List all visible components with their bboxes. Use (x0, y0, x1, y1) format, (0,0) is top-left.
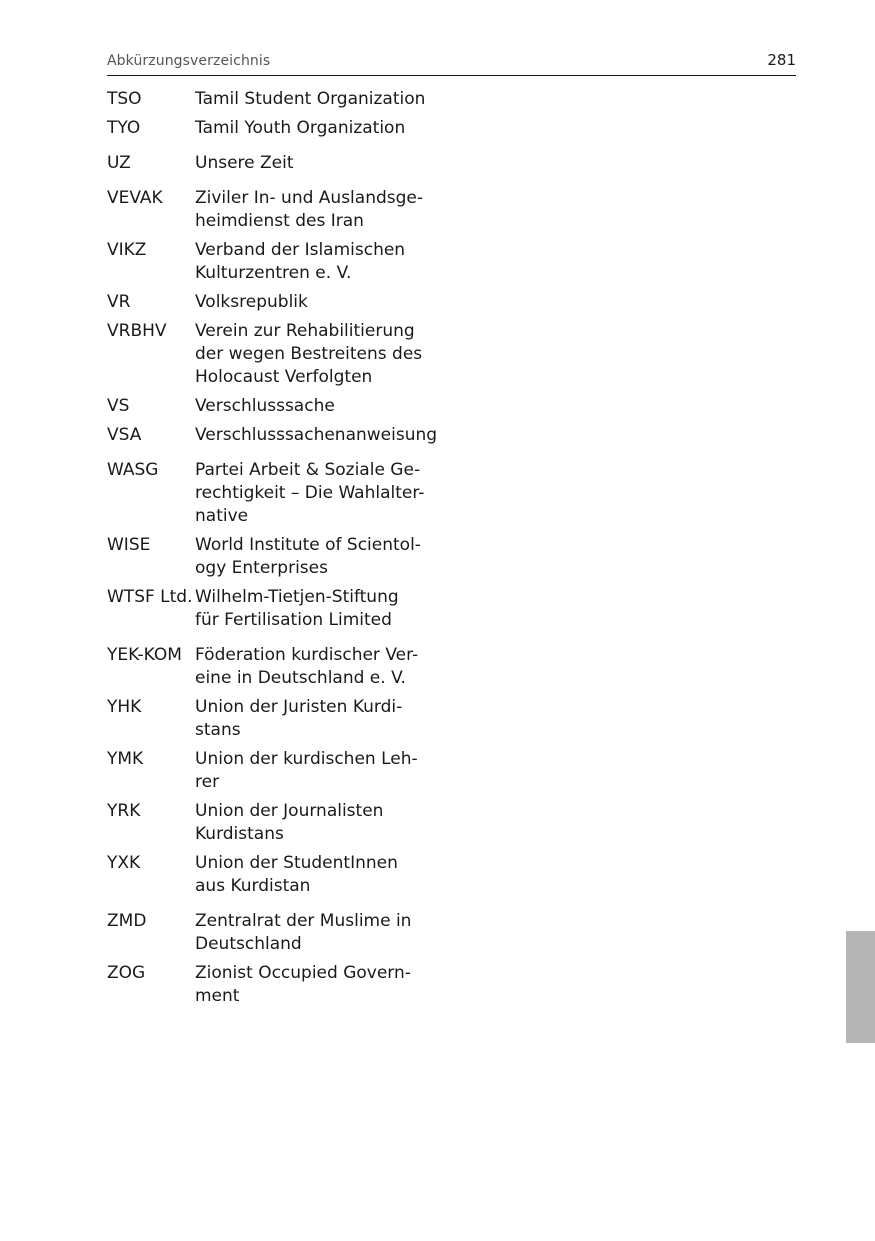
abbreviation: WASG (107, 460, 159, 480)
definition: Tamil Student Organization (195, 89, 426, 109)
header-title: Abkürzungsverzeichnis (107, 53, 271, 69)
abbreviation: VSA (107, 425, 142, 445)
list-item (107, 239, 467, 285)
abbreviation-list (107, 88, 467, 1014)
abbreviation: VS (107, 396, 130, 416)
definition: Partei Arbeit & Soziale Ge- rechtigkeit – Die Wahlalter- native (195, 460, 425, 526)
abbreviation: YEK-KOM (107, 645, 182, 665)
definition: Verschlusssachenanweisung (195, 425, 438, 445)
list-item (107, 152, 467, 175)
definition: Union der StudentInnen aus Kurdistan (195, 853, 398, 896)
definition: Union der kurdischen Leh- rer (195, 749, 418, 792)
list-item (107, 852, 467, 898)
definition: Föderation kurdischer Ver- eine in Deutschland e. V. (195, 645, 419, 688)
abbreviation: YRK (107, 801, 141, 821)
abbreviation: YXK (107, 853, 141, 873)
list-item (107, 320, 467, 389)
list-item (107, 424, 467, 447)
definition: Union der Journalisten Kurdistans (195, 801, 384, 844)
definition: Wilhelm-Tietjen-Stiftung für Fertilisation Limited (195, 587, 399, 630)
list-item (107, 88, 467, 111)
list-item (107, 910, 467, 956)
page-number: 281 (767, 51, 796, 69)
list-item (107, 800, 467, 846)
abbreviation: VIKZ (107, 240, 147, 260)
abbreviation: YMK (107, 749, 144, 769)
abbreviation: VRBHV (107, 321, 167, 341)
list-item (107, 187, 467, 233)
list-item (107, 962, 467, 1008)
abbreviation: TYO (107, 118, 141, 138)
chapter-thumb-tab (846, 931, 875, 1043)
list-item (107, 395, 467, 418)
list-item (107, 748, 467, 794)
abbreviation: VEVAK (107, 188, 163, 208)
definition: World Institute of Scientol- ogy Enterprises (195, 535, 421, 578)
list-item (107, 291, 467, 314)
list-item (107, 534, 467, 580)
abbreviation: UZ (107, 153, 131, 173)
abbreviation: TSO (107, 89, 142, 109)
list-item (107, 117, 467, 140)
definition: Union der Juristen Kurdi- stans (195, 697, 403, 740)
definition: Verschlusssache (195, 396, 335, 416)
list-item (107, 586, 467, 632)
abbreviation: ZMD (107, 911, 147, 931)
abbreviation: WISE (107, 535, 151, 555)
abbreviation: WTSF Ltd. (107, 587, 193, 607)
abbreviation: YHK (107, 697, 142, 717)
definition: Zionist Occupied Govern- ment (195, 963, 411, 1006)
definition: Zentralrat der Muslime in Deutschland (195, 911, 412, 954)
abbreviation: ZOG (107, 963, 146, 983)
definition: Tamil Youth Organization (195, 118, 406, 138)
definition: Volksrepublik (195, 292, 308, 312)
list-item (107, 696, 467, 742)
definition: Verein zur Rehabilitierung der wegen Bestreitens des Holocaust Verfolgten (195, 321, 423, 387)
definition: Ziviler In- und Auslandsge- heimdienst des Iran (195, 188, 424, 231)
list-item (107, 644, 467, 690)
list-item (107, 459, 467, 528)
definition: Verband der Islamischen Kulturzentren e. V. (195, 240, 406, 283)
running-header (107, 50, 796, 76)
abbreviation: VR (107, 292, 131, 312)
definition: Unsere Zeit (195, 153, 294, 173)
